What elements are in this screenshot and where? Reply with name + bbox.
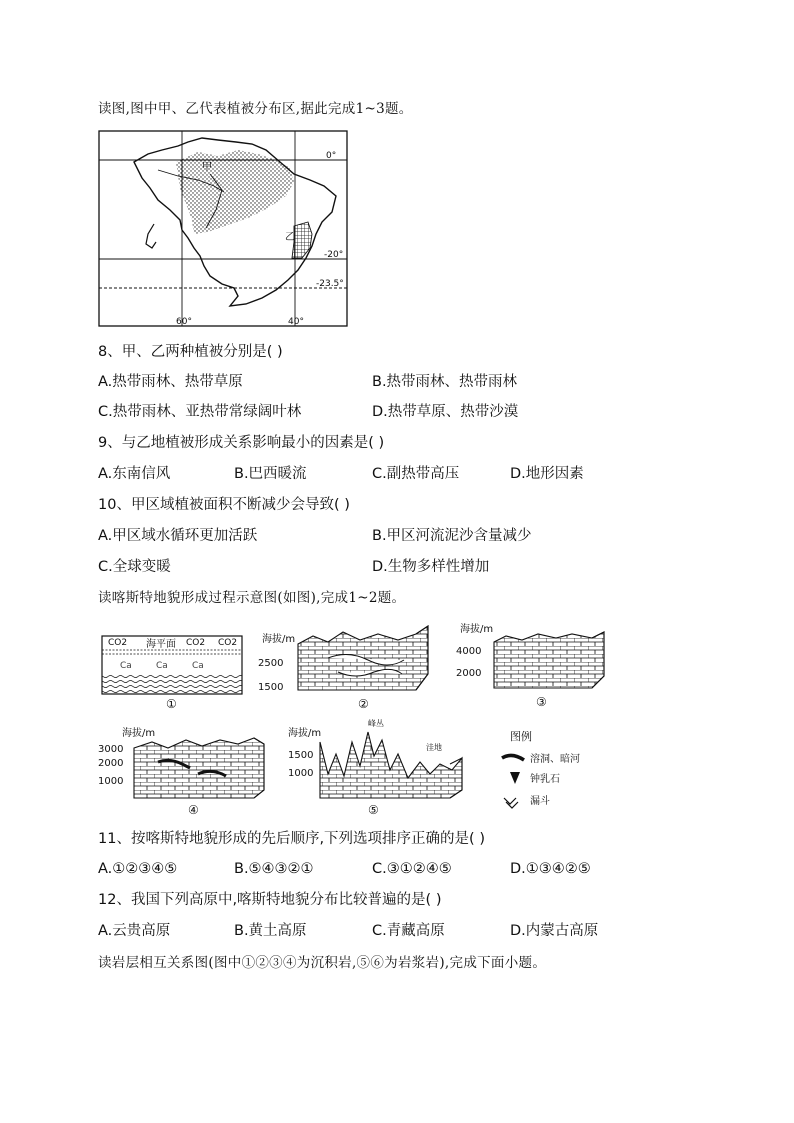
svg-text:峰丛: 峰丛 bbox=[368, 719, 384, 728]
stage-4-number: ④ bbox=[188, 803, 199, 817]
label-jia: 甲 bbox=[202, 162, 212, 173]
svg-text:Ca: Ca bbox=[120, 661, 132, 671]
lat-0-label: 0° bbox=[326, 151, 337, 161]
q12-option-d[interactable]: D.内蒙古高原 bbox=[510, 923, 599, 939]
svg-text:1500: 1500 bbox=[258, 682, 284, 693]
zone-jia-rainforest bbox=[176, 150, 294, 234]
q8-stem: 8、甲、乙两种植被分别是( ) bbox=[98, 344, 283, 360]
lat-20-label: -20° bbox=[324, 250, 344, 260]
q12-option-a[interactable]: A.云贵高原 bbox=[98, 923, 171, 939]
svg-text:1500: 1500 bbox=[288, 750, 314, 761]
q12-option-c[interactable]: C.青藏高原 bbox=[372, 923, 445, 939]
q9-option-c[interactable]: C.副热带高压 bbox=[372, 466, 460, 482]
svg-text:2000: 2000 bbox=[456, 668, 482, 679]
stalactite-icon bbox=[510, 772, 520, 784]
svg-text:钟乳石: 钟乳石 bbox=[530, 774, 560, 785]
q8-option-c[interactable]: C.热带雨林、亚热带常绿阔叶林 bbox=[98, 404, 302, 420]
q11-option-b[interactable]: B.⑤④③②① bbox=[234, 861, 314, 877]
q10-option-b[interactable]: B.甲区河流泥沙含量减少 bbox=[372, 528, 532, 544]
q10-stem: 10、甲区域植被面积不断减少会导致( ) bbox=[98, 497, 350, 513]
q9-option-b[interactable]: B.巴西暖流 bbox=[234, 466, 307, 482]
karst-stage-4 bbox=[98, 726, 264, 817]
lon-40-label: 40° bbox=[288, 317, 304, 327]
intro-rock-layer-questions: 读岩层相互关系图(图中①②③④为沉积岩,⑤⑥为岩浆岩),完成下面小题。 bbox=[98, 955, 547, 971]
q11-stem: 11、按喀斯特地貌形成的先后顺序,下列选项排序正确的是( ) bbox=[98, 831, 485, 847]
karst-stage-1 bbox=[102, 636, 242, 711]
q12-stem: 12、我国下列高原中,喀斯特地貌分布比较普遍的是( ) bbox=[98, 892, 442, 908]
q10-option-a[interactable]: A.甲区域水循环更加活跃 bbox=[98, 528, 258, 544]
svg-text:3000: 3000 bbox=[98, 744, 124, 755]
q9-option-a[interactable]: A.东南信风 bbox=[98, 466, 171, 482]
q8-option-b[interactable]: B.热带雨林、热带雨林 bbox=[372, 374, 518, 390]
svg-text:2500: 2500 bbox=[258, 658, 284, 669]
intro-map-questions: 读图,图中甲、乙代表植被分布区,据此完成1~3题。 bbox=[98, 101, 413, 117]
karst-stage-3 bbox=[456, 622, 604, 709]
svg-text:Ca: Ca bbox=[156, 661, 168, 671]
q11-option-c[interactable]: C.③①②④⑤ bbox=[372, 861, 452, 877]
svg-text:海拔/m: 海拔/m bbox=[122, 728, 156, 739]
lat-23-label: -23.5° bbox=[316, 279, 344, 289]
q8-option-d[interactable]: D.热带草原、热带沙漠 bbox=[372, 404, 519, 420]
q11-option-d[interactable]: D.①③④②⑤ bbox=[510, 861, 591, 877]
svg-text:2000: 2000 bbox=[98, 758, 124, 769]
svg-text:4000: 4000 bbox=[456, 646, 482, 657]
q11-option-a[interactable]: A.①②③④⑤ bbox=[98, 861, 178, 877]
svg-text:图例: 图例 bbox=[510, 730, 532, 743]
svg-text:CO2: CO2 bbox=[186, 638, 206, 648]
stage-2-number: ② bbox=[358, 697, 369, 711]
intro-karst-questions: 读喀斯特地貌形成过程示意图(如图),完成1~2题。 bbox=[98, 590, 406, 606]
cave-river-icon bbox=[502, 755, 524, 760]
stage-3-number: ③ bbox=[536, 695, 547, 709]
svg-text:海拔/m: 海拔/m bbox=[262, 634, 296, 645]
svg-text:海拔/m: 海拔/m bbox=[288, 728, 322, 739]
karst-stage-2 bbox=[258, 626, 428, 711]
q9-stem: 9、与乙地植被形成关系影响最小的因素是( ) bbox=[98, 435, 385, 451]
lon-60-label: 60° bbox=[176, 317, 192, 327]
funnel-icon bbox=[504, 798, 518, 808]
q10-option-d[interactable]: D.生物多样性增加 bbox=[372, 559, 490, 575]
label-yi: 乙 bbox=[285, 232, 295, 243]
stage-5-number: ⑤ bbox=[368, 803, 379, 817]
svg-text:1000: 1000 bbox=[288, 768, 314, 779]
karst-legend bbox=[502, 729, 580, 808]
svg-text:CO2: CO2 bbox=[218, 638, 238, 648]
q12-option-b[interactable]: B.黄土高原 bbox=[234, 923, 307, 939]
svg-text:Ca: Ca bbox=[192, 661, 204, 671]
karst-formation-diagram bbox=[98, 614, 618, 824]
svg-text:1000: 1000 bbox=[98, 776, 124, 787]
svg-text:海平面: 海平面 bbox=[146, 639, 176, 650]
south-america-vegetation-map bbox=[98, 130, 348, 328]
q10-option-c[interactable]: C.全球变暖 bbox=[98, 559, 171, 575]
svg-text:溶洞、暗河: 溶洞、暗河 bbox=[530, 754, 580, 765]
svg-text:漏斗: 漏斗 bbox=[530, 796, 550, 807]
karst-stage-5 bbox=[288, 718, 462, 817]
stage-1-number: ① bbox=[166, 697, 177, 711]
svg-text:CO2: CO2 bbox=[108, 638, 128, 648]
svg-text:海拔/m: 海拔/m bbox=[460, 624, 494, 635]
q9-option-d[interactable]: D.地形因素 bbox=[510, 466, 584, 482]
q8-option-a[interactable]: A.热带雨林、热带草原 bbox=[98, 374, 243, 390]
svg-text:洼地: 洼地 bbox=[426, 743, 442, 752]
